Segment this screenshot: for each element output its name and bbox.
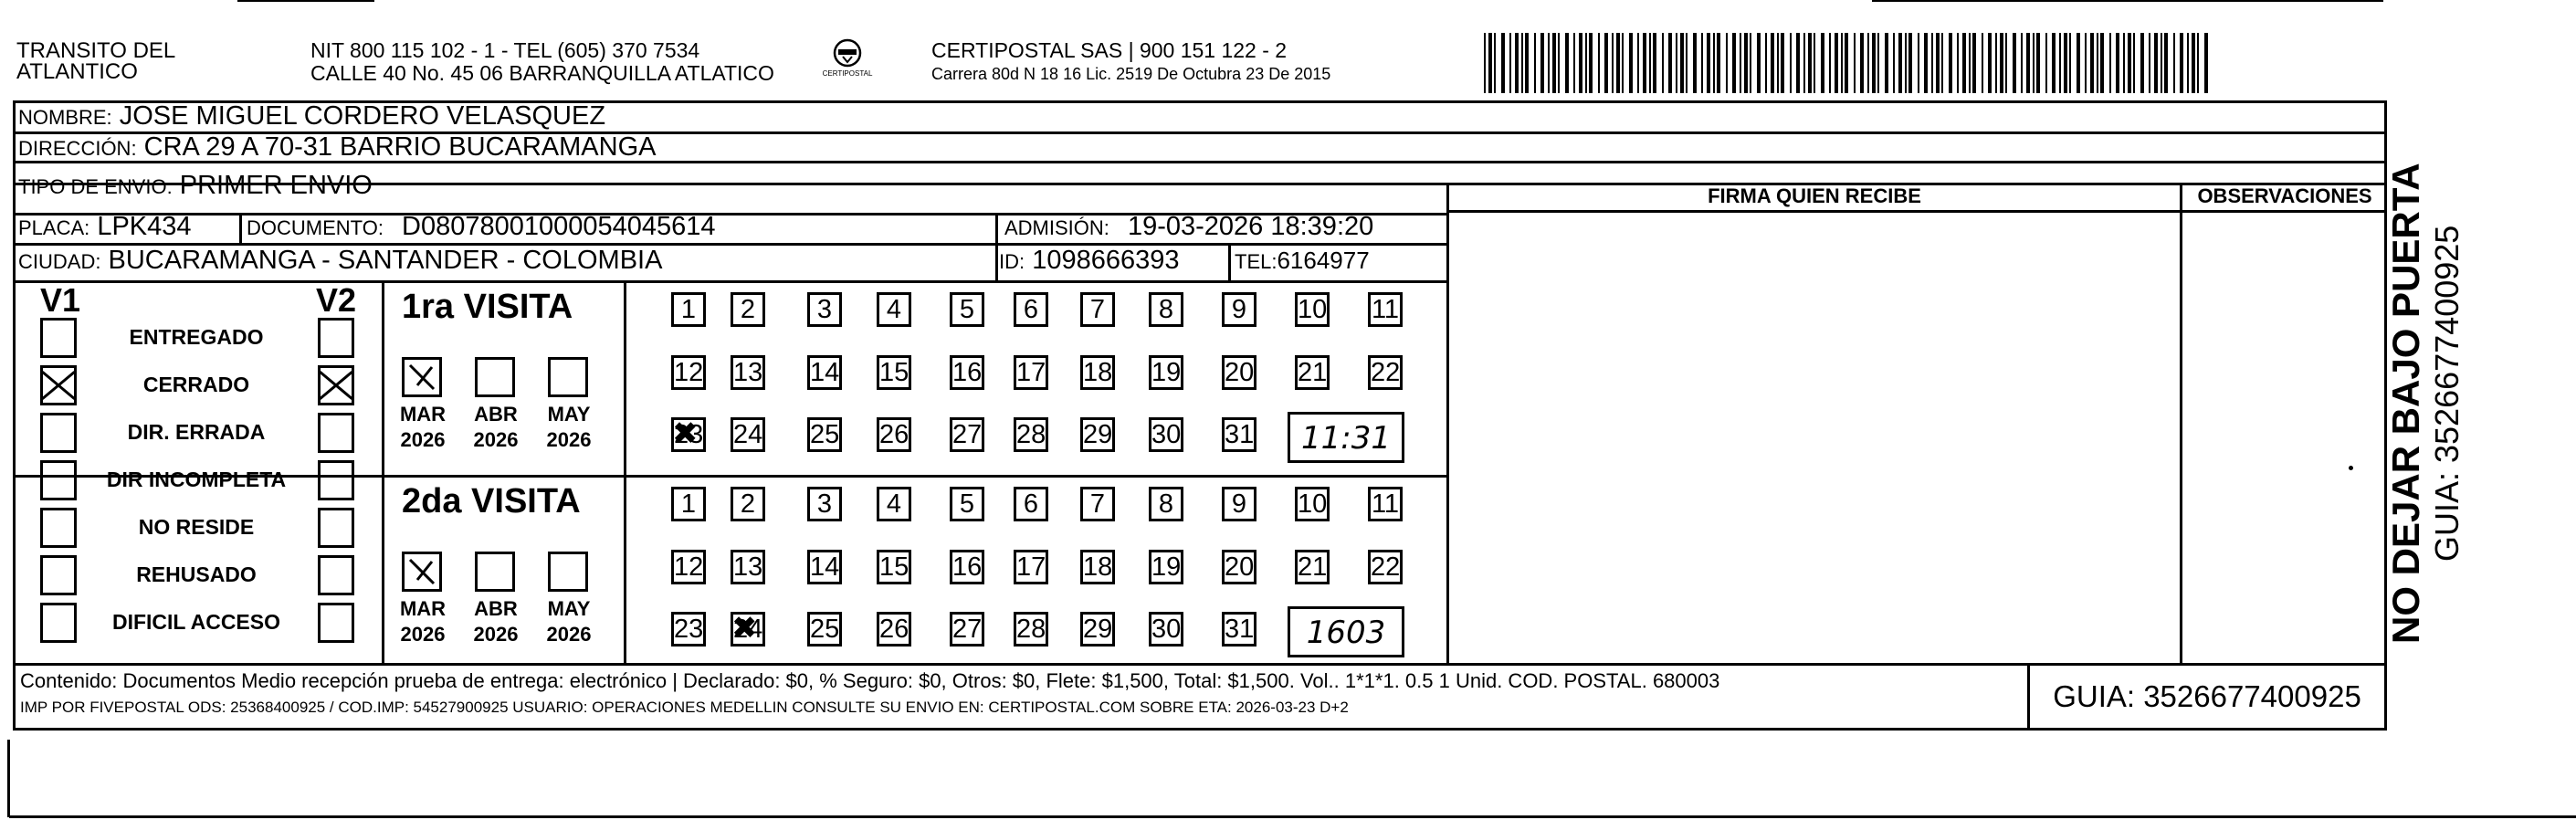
id-label: ID: — [999, 250, 1025, 273]
page-bottom-line — [9, 815, 2576, 818]
barcode-bar — [1676, 33, 1677, 93]
org-name-line2: ATLANTICO — [16, 59, 138, 84]
barcode-bar — [1484, 33, 1486, 93]
barcode-bar — [1757, 33, 1761, 93]
day-box[interactable]: 31 — [1222, 417, 1256, 452]
barcode-bar — [1877, 33, 1879, 93]
barcode-bar — [2026, 33, 2030, 93]
day-box[interactable]: 20 — [1222, 550, 1256, 584]
month-checkbox[interactable] — [402, 552, 442, 592]
day-box[interactable]: 14 — [807, 550, 842, 584]
barcode-bar — [2128, 33, 2131, 93]
month-name: MAR — [399, 597, 447, 620]
barcode-bar — [1494, 33, 1496, 93]
admission-row — [1004, 211, 1373, 244]
top-edge-line — [1872, 0, 2383, 2]
barcode-bar — [1777, 33, 1779, 93]
day-box[interactable]: 22 — [1368, 550, 1403, 584]
day-box[interactable]: 31 — [1222, 612, 1256, 647]
month-year: 2026 — [400, 428, 446, 451]
barcode-bar — [2149, 33, 2150, 93]
day-box[interactable]: 15 — [877, 355, 911, 390]
barcode-bar — [1643, 33, 1646, 93]
day-box[interactable]: 6 — [1014, 292, 1048, 327]
day-box[interactable]: 12 — [671, 355, 706, 390]
barcode-bar — [2109, 33, 2111, 93]
barcode-bar — [1885, 33, 1888, 93]
barcode-bar — [1552, 33, 1556, 93]
barcode-bar — [1845, 33, 1848, 93]
barcode-bar — [1662, 33, 1664, 93]
logo-text: CERTIPOSTAL — [822, 69, 873, 78]
month-year: 2026 — [546, 428, 592, 451]
month-name: ABR — [474, 597, 518, 620]
barcode-bar — [1707, 33, 1710, 93]
barcode-bar — [1726, 33, 1728, 93]
barcode-bar — [1893, 33, 1895, 93]
barcode-bar — [2161, 33, 2162, 93]
v2-label: V2 — [316, 281, 357, 319]
id-row — [999, 245, 1179, 278]
barcode-bar — [1835, 33, 1838, 93]
plate-row — [18, 211, 192, 244]
status-label: ENTREGADO — [129, 325, 264, 349]
barcode-bar — [1957, 33, 1959, 93]
barcode-bar — [1501, 33, 1505, 93]
day-box[interactable]: 8 — [1149, 292, 1183, 327]
barcode-bar — [1604, 33, 1608, 93]
barcode-bar — [1936, 33, 1940, 93]
barcode-bar — [2140, 33, 2144, 93]
month-year: 2026 — [546, 623, 592, 646]
barcode-bar — [1898, 33, 1902, 93]
day-box[interactable]: 24 — [731, 417, 765, 452]
barcode-bar — [1765, 33, 1767, 93]
month-checkbox[interactable] — [548, 552, 588, 592]
status-v1-checkbox[interactable] — [40, 413, 77, 453]
barcode-bar — [2164, 33, 2168, 93]
barcode-bar — [1649, 33, 1651, 93]
barcode-bar — [1905, 33, 1907, 93]
barcode-bar — [1629, 33, 1633, 93]
status-v2-checkbox[interactable] — [318, 508, 354, 548]
signature-header: FIRMA QUIEN RECIBE — [1708, 184, 1921, 207]
month-checkbox[interactable] — [475, 357, 515, 397]
day-box[interactable]: 20 — [1222, 355, 1256, 390]
document-label: DOCUMENTO: — [247, 216, 384, 239]
barcode-bar — [1653, 33, 1656, 93]
barcode-bar — [1701, 33, 1703, 93]
barcode-bar — [2097, 33, 2098, 93]
day-box[interactable]: 1 — [671, 487, 706, 521]
barcode-bar — [2187, 33, 2189, 93]
day-box[interactable]: 24 ✖ — [731, 612, 765, 647]
day-box[interactable]: 23 ✖ — [671, 417, 706, 452]
document-row — [247, 211, 716, 244]
recipient-name: JOSE MIGUEL CORDERO VELASQUEZ — [119, 101, 606, 131]
barcode-bar — [1854, 33, 1856, 93]
barcode-bar — [1565, 33, 1569, 93]
day-box[interactable]: 26 — [877, 612, 911, 647]
city-row — [18, 245, 662, 278]
barcode-bar — [1867, 33, 1869, 93]
barcode-bar — [2069, 33, 2071, 93]
barcode-bar — [1525, 33, 1529, 93]
barcode-bar — [2021, 33, 2023, 93]
courier-line: CERTIPOSTAL SAS | 900 151 122 - 2 — [931, 38, 1288, 62]
day-box[interactable]: 25 — [807, 612, 842, 647]
id-value: 1098666393 — [1032, 246, 1180, 275]
month-name: ABR — [474, 403, 518, 426]
barcode-bar — [1941, 33, 1943, 93]
day-box[interactable]: 27 — [950, 417, 984, 452]
barcode-bar — [1908, 33, 1912, 93]
barcode-bar — [1680, 33, 1684, 93]
barcode-bar — [2090, 33, 2094, 93]
day-box[interactable]: 21 — [1295, 550, 1330, 584]
status-v1-checkbox[interactable] — [40, 555, 77, 595]
month-name: MAY — [547, 403, 591, 426]
day-box[interactable]: 3 — [807, 292, 842, 327]
day-box[interactable]: 25 — [807, 417, 842, 452]
barcode-bar — [1573, 33, 1575, 93]
barcode-bar — [2045, 33, 2047, 93]
barcode-bar — [1949, 33, 1952, 93]
status-v1-checkbox[interactable] — [40, 603, 77, 643]
document-value: D08078001000054045614 — [402, 212, 716, 241]
day-box[interactable]: 18 — [1080, 550, 1115, 584]
barcode-bar — [2100, 33, 2104, 93]
day-box[interactable]: 10 — [1295, 292, 1330, 327]
barcode-bar — [2204, 33, 2208, 93]
barcode-bar — [2033, 33, 2035, 93]
footer-content: Contenido: Documentos Medio recepción prueba de entrega: electrónico | Declarado: $0, % Seguro: $0, Otros: $0, Flete: $1,500, Total: $1,500. Vol.. 1*1*1. 0.5 1 Unid. COD. POSTAL. 680003 — [20, 669, 1720, 692]
barcode-bar — [1534, 33, 1536, 93]
day-box[interactable]: 6 — [1014, 487, 1048, 521]
barcode-bar — [2133, 33, 2135, 93]
admission-label: ADMISIÓN: — [1004, 216, 1109, 239]
address-line: CALLE 40 No. 45 06 BARRANQUILLA ATLATICO — [310, 61, 774, 85]
day-box[interactable]: 13 — [731, 355, 765, 390]
certipostal-logo — [815, 37, 879, 88]
barcode-bar — [1521, 33, 1523, 93]
day-box[interactable]: 30 — [1149, 417, 1183, 452]
barcode-bar — [2085, 33, 2087, 93]
barcode-bar — [2116, 33, 2119, 93]
barcode-bar — [1771, 33, 1774, 93]
status-v1-checkbox[interactable] — [40, 365, 77, 405]
day-box[interactable]: 14 — [807, 355, 842, 390]
plate-value: LPK434 — [97, 212, 192, 241]
barcode-bar — [2077, 33, 2080, 93]
barcode-bar — [1548, 33, 1550, 93]
barcode-bar — [1829, 33, 1831, 93]
barcode — [1484, 33, 2210, 93]
status-label: REHUSADO — [136, 562, 257, 586]
day-box[interactable]: 21 — [1295, 355, 1330, 390]
day-box[interactable]: 11 — [1368, 292, 1403, 327]
shipment-type: PRIMER ENVIO — [179, 171, 373, 200]
status-v1-checkbox[interactable] — [40, 508, 77, 548]
barcode-bar — [2000, 33, 2003, 93]
barcode-bar — [1717, 33, 1720, 93]
status-label: NO RESIDE — [138, 515, 255, 539]
observation-dot — [2349, 466, 2353, 470]
day-box[interactable]: 29 — [1080, 417, 1115, 452]
day-box[interactable]: 16 — [950, 550, 984, 584]
tel-label: TEL: — [1235, 250, 1277, 273]
barcode-bar — [2064, 33, 2067, 93]
day-box[interactable]: 7 — [1080, 292, 1115, 327]
day-box[interactable]: 30 — [1149, 612, 1183, 647]
status-v1-checkbox[interactable] — [40, 318, 77, 358]
visit-title: 2da VISITA — [402, 482, 581, 520]
type-row — [18, 170, 373, 203]
barcode-bar — [2197, 33, 2199, 93]
barcode-bar — [2005, 33, 2007, 93]
barcode-bar — [1598, 33, 1600, 93]
barcode-bar — [1808, 33, 1812, 93]
barcode-bar — [1668, 33, 1672, 93]
month-year: 2026 — [473, 623, 519, 646]
month-checkbox[interactable] — [475, 552, 515, 592]
status-v1-checkbox[interactable] — [40, 460, 77, 500]
barcode-bar — [1585, 33, 1587, 93]
month-year: 2026 — [400, 623, 446, 646]
barcode-bar — [1860, 33, 1864, 93]
barcode-bar — [1740, 33, 1741, 93]
type-label: TIPO DE ENVIO: — [18, 175, 173, 198]
no-dejar-warning: NO DEJAR BAJO PUERTA — [2384, 163, 2427, 644]
day-box[interactable]: 29 — [1080, 612, 1115, 647]
barcode-bar — [1509, 33, 1511, 93]
recipient-address: CRA 29 A 70-31 BARRIO BUCARAMANGA — [143, 132, 657, 162]
barcode-bar — [2052, 33, 2056, 93]
plate-label: PLACA: — [18, 216, 90, 239]
name-row — [18, 100, 605, 133]
day-box[interactable]: 2 — [731, 487, 765, 521]
day-box[interactable]: 4 — [877, 487, 911, 521]
status-v2-checkbox[interactable] — [318, 460, 354, 500]
day-box[interactable]: 22 — [1368, 355, 1403, 390]
status-v2-checkbox[interactable] — [318, 413, 354, 453]
barcode-bar — [1969, 33, 1971, 93]
day-box[interactable]: 4 — [877, 292, 911, 327]
month-name: MAR — [399, 403, 447, 426]
barcode-bar — [1931, 33, 1933, 93]
barcode-bar — [2036, 33, 2040, 93]
status-label: DIFICIL ACCESO — [111, 610, 280, 634]
tel-value: 6164977 — [1277, 247, 1370, 274]
day-box[interactable]: 11 — [1368, 487, 1403, 521]
day-box[interactable]: 15 — [877, 550, 911, 584]
barcode-bar — [1637, 33, 1639, 93]
barcode-bar — [1988, 33, 1992, 93]
barcode-bar — [1918, 33, 1919, 93]
barcode-bar — [1796, 33, 1800, 93]
org-name-line1: TRANSITO DEL — [16, 38, 176, 63]
day-box[interactable]: 26 — [877, 417, 911, 452]
status-label: DIR. ERRADA — [127, 420, 266, 444]
status-label: CERRADO — [142, 373, 250, 396]
day-box[interactable]: 16 — [950, 355, 984, 390]
barcode-bar — [1872, 33, 1876, 93]
status-v2-checkbox[interactable] — [318, 365, 354, 405]
day-box[interactable]: 1 — [671, 292, 706, 327]
barcode-bar — [1686, 33, 1688, 93]
barcode-bar — [1713, 33, 1715, 93]
top-edge-line — [237, 0, 374, 2]
barcode-bar — [1781, 33, 1784, 93]
visit-time-note: 11:31 — [1288, 412, 1404, 463]
observations-header: OBSERVACIONES — [2197, 184, 2372, 207]
barcode-bar — [2173, 33, 2175, 93]
barcode-bar — [1540, 33, 1544, 93]
address-label: DIRECCIÓN: — [18, 137, 137, 160]
day-box[interactable]: 9 — [1222, 292, 1256, 327]
nit-line: NIT 800 115 102 - 1 - TEL (605) 370 7534 — [310, 38, 700, 62]
day-box[interactable]: 17 — [1014, 355, 1048, 390]
admission-value: 19-03-2026 18:39:20 — [1127, 212, 1374, 241]
day-box[interactable]: 19 — [1149, 550, 1183, 584]
barcode-bar — [2154, 33, 2158, 93]
barcode-bar — [1790, 33, 1792, 93]
day-box[interactable]: 5 — [950, 487, 984, 521]
day-box[interactable]: 8 — [1149, 487, 1183, 521]
city-value: BUCARAMANGA - SANTANDER - COLOMBIA — [108, 246, 663, 275]
barcode-bar — [1814, 33, 1815, 93]
barcode-bar — [2123, 33, 2125, 93]
barcode-bar — [1982, 33, 1983, 93]
barcode-bar — [1589, 33, 1593, 93]
status-label: DIR INCOMPLETA — [106, 468, 287, 491]
barcode-bar — [1962, 33, 1966, 93]
day-box[interactable]: 7 — [1080, 487, 1115, 521]
visit-title: 1ra VISITA — [402, 288, 573, 326]
day-box[interactable]: 18 — [1080, 355, 1115, 390]
courier-license: Carrera 80d N 18 16 Lic. 2519 De Octubra 23 De 2015 — [931, 65, 1331, 83]
day-box[interactable]: 12 — [671, 550, 706, 584]
barcode-bar — [1558, 33, 1560, 93]
status-v2-checkbox[interactable] — [318, 603, 354, 643]
barcode-bar — [1744, 33, 1748, 93]
barcode-bar — [1732, 33, 1736, 93]
barcode-bar — [1995, 33, 1997, 93]
day-box[interactable]: 2 — [731, 292, 765, 327]
day-box[interactable]: 23 — [671, 612, 706, 647]
month-year: 2026 — [473, 428, 519, 451]
status-v2-checkbox[interactable] — [318, 555, 354, 595]
barcode-bar — [1622, 33, 1624, 93]
month-checkbox[interactable] — [402, 357, 442, 397]
barcode-bar — [2180, 33, 2183, 93]
barcode-bar — [1693, 33, 1697, 93]
day-box[interactable]: 17 — [1014, 550, 1048, 584]
barcode-bar — [1616, 33, 1620, 93]
footer-meta: IMP POR FIVEPOSTAL ODS: 25368400925 / COD.IMP: 54527900925 USUARIO: OPERACIONES MEDELLIN CONSULTE SU ENVIO EN: CERTIPOSTAL.COM SOBRE ETA: 2026-03-23 D+2 — [20, 699, 1349, 716]
address-row — [18, 131, 657, 164]
day-box[interactable]: 3 — [807, 487, 842, 521]
visit-time-note: 1603 — [1288, 606, 1404, 657]
status-v2-checkbox[interactable] — [318, 318, 354, 358]
barcode-bar — [1488, 33, 1492, 93]
barcode-bar — [1841, 33, 1843, 93]
barcode-bar — [1972, 33, 1976, 93]
day-box[interactable]: 19 — [1149, 355, 1183, 390]
barcode-bar — [1612, 33, 1614, 93]
footer-guia: GUIA: 3526677400925 — [2053, 679, 2361, 713]
barcode-bar — [1515, 33, 1519, 93]
day-box[interactable]: 28 — [1014, 612, 1048, 647]
day-box[interactable]: 28 — [1014, 417, 1048, 452]
barcode-bar — [1750, 33, 1751, 93]
barcode-bar — [1579, 33, 1582, 93]
name-label: NOMBRE: — [18, 106, 112, 129]
side-guia: GUIA: 3526677400925 — [2428, 225, 2466, 562]
barcode-bar — [2013, 33, 2016, 93]
month-name: MAY — [547, 597, 591, 620]
day-box[interactable]: 9 — [1222, 487, 1256, 521]
city-label: CIUDAD: — [18, 250, 101, 273]
v1-label: V1 — [40, 281, 81, 319]
barcode-bar — [2059, 33, 2061, 93]
barcode-bar — [1924, 33, 1928, 93]
barcode-bar — [1821, 33, 1824, 93]
day-box[interactable]: 13 — [731, 550, 765, 584]
barcode-bar — [2192, 33, 2195, 93]
month-checkbox[interactable] — [548, 357, 588, 397]
barcode-bar — [1803, 33, 1805, 93]
day-box[interactable]: 10 — [1295, 487, 1330, 521]
tel-row — [1235, 245, 1370, 278]
day-box[interactable]: 27 — [950, 612, 984, 647]
day-box[interactable]: 5 — [950, 292, 984, 327]
